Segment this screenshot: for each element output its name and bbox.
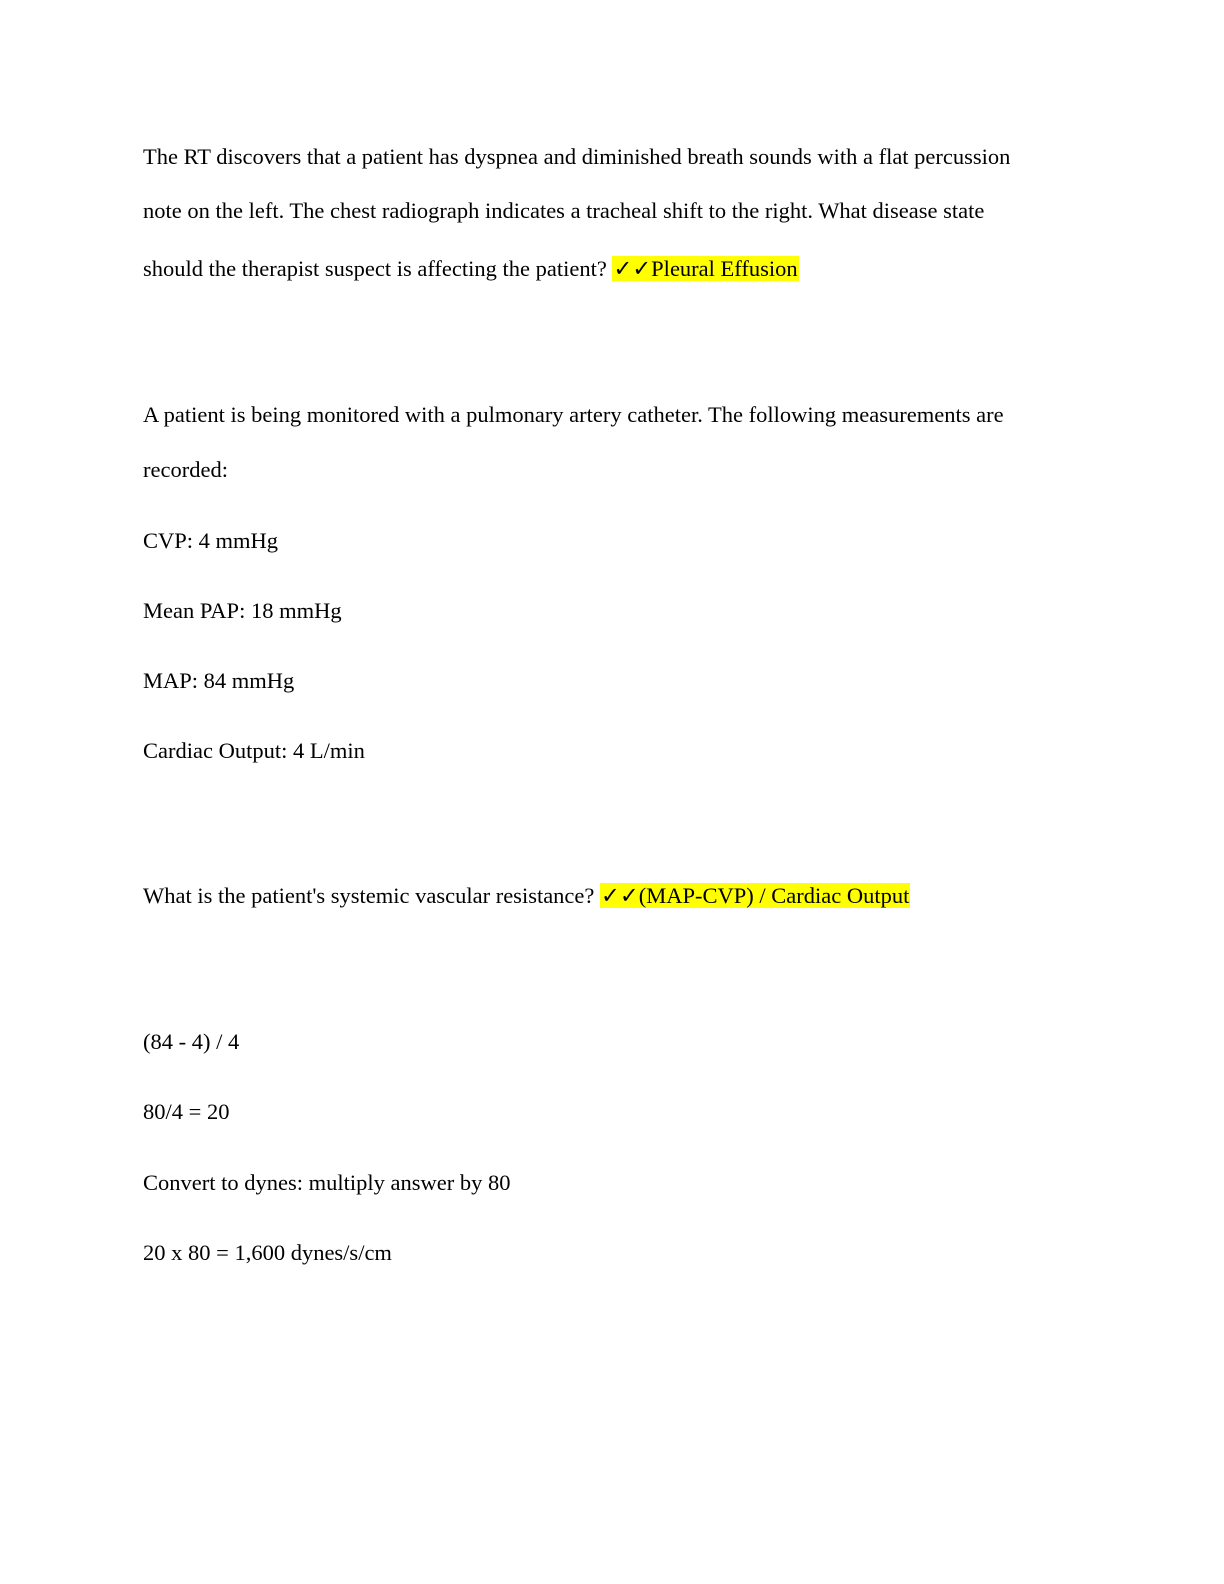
q2-answer-highlight: ✓✓(MAP-CVP) / Cardiac Output bbox=[601, 883, 910, 908]
q1-line-1: The RT discovers that a patient has dyspnea and diminished breath sounds with a flat percussion bbox=[143, 144, 1011, 169]
q1-answer-highlight: ✓✓Pleural Effusion bbox=[613, 256, 798, 281]
measurement-mean-pap: Mean PAP: 18 mmHg bbox=[143, 598, 342, 623]
q2-intro-line-2: recorded: bbox=[143, 457, 228, 482]
q1-question-text: should the therapist suspect is affecting the patient? bbox=[143, 256, 607, 281]
q2-question-text: What is the patient's systemic vascular resistance? bbox=[143, 883, 595, 908]
q2-question-line bbox=[143, 882, 910, 910]
q1-line-2: note on the left. The chest radiograph indicates a tracheal shift to the right. What disease state bbox=[143, 198, 985, 223]
work-step-4: 20 x 80 = 1,600 dynes/s/cm bbox=[143, 1240, 392, 1265]
measurement-map: MAP: 84 mmHg bbox=[143, 668, 295, 693]
q1-line-3 bbox=[143, 255, 799, 283]
work-step-1: (84 - 4) / 4 bbox=[143, 1029, 240, 1054]
work-step-2: 80/4 = 20 bbox=[143, 1099, 230, 1124]
work-step-3: Convert to dynes: multiply answer by 80 bbox=[143, 1170, 511, 1195]
measurement-cvp: CVP: 4 mmHg bbox=[143, 528, 279, 553]
measurement-cardiac-output: Cardiac Output: 4 L/min bbox=[143, 738, 365, 763]
q2-intro-line-1: A patient is being monitored with a pulmonary artery catheter. The following measurements are bbox=[143, 402, 1004, 427]
